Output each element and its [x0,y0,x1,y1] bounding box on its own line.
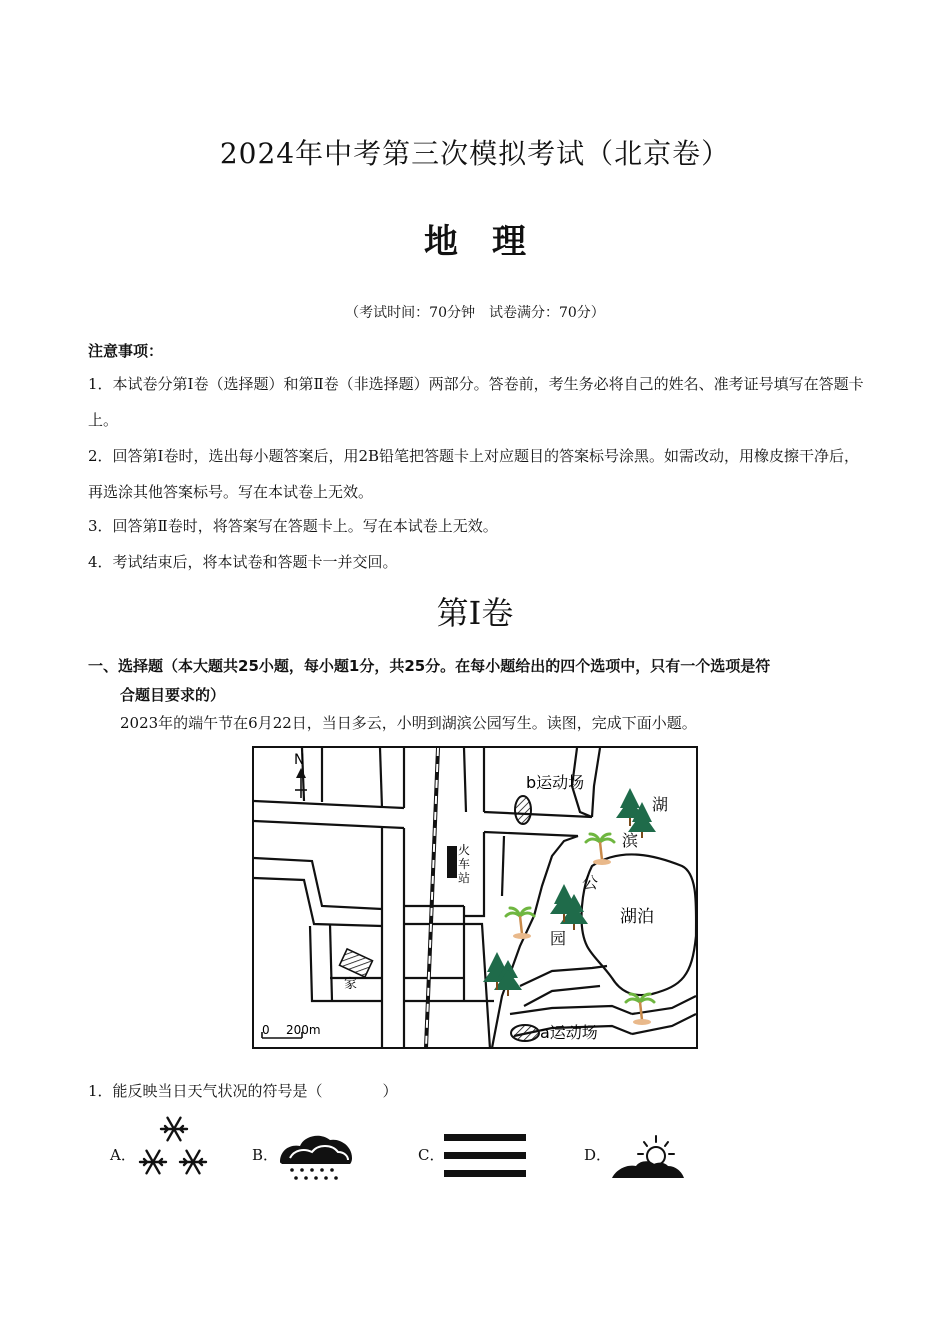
b-field-label: b运动场 [526,773,585,792]
option-d-label[interactable]: D． [584,1146,612,1164]
scale-distance: 200m [286,1023,321,1037]
park-map [252,746,698,1049]
home-label: 家 [344,977,358,992]
station-char-1: 火 [458,843,471,857]
b-field-shape [515,796,531,824]
section-line-2: 合题目要求的） [120,686,226,704]
fog-icon [444,1132,528,1182]
section-heading [88,652,868,710]
option-b-label[interactable]: B． [252,1146,279,1164]
exam-title: 2024年中考第三次模拟考试（北京卷） [219,137,731,170]
park-char-3: 公 [582,873,599,892]
note-item-1: 1．本试卷分第Ⅰ卷（选择题）和第Ⅱ卷（非选择题）两部分。答卷前，考生务必将自己的姓名、准考证号填写在答题卡上。 [88,375,864,429]
note-item-3: 3．回答第Ⅱ卷时，将答案写在答题卡上。写在本试卷上无效。 [88,517,498,535]
lake-label: 湖泊 [620,907,654,927]
station-char-3: 站 [458,871,471,885]
north-label: N [294,752,305,768]
partly-cloudy-icon [610,1134,686,1182]
rain-cloud-icon [276,1130,356,1182]
station-block [447,846,457,878]
heavy-snow-icon [134,1112,214,1182]
notes-title: 注意事项： [88,342,164,360]
option-c-label[interactable]: C． [418,1146,445,1164]
note-item-4: 4．考试结束后，将本试卷和答题卡一并交回。 [88,553,398,571]
question-1-stem: 1．能反映当日天气状况的符号是（ ） [88,1082,398,1100]
scale-zero: 0 [262,1023,270,1037]
volume-heading: 第Ⅰ卷 [436,594,514,632]
station-char-2: 车 [458,857,471,871]
section-line-1: 一、选择题（本大题共25小题，每小题1分，共25分。在每小题给出的四个选项中，只有一个选项是符 [88,657,771,675]
park-char-2: 滨 [622,831,639,850]
park-char-1: 湖 [652,795,669,814]
option-a-label[interactable]: A． [110,1146,136,1164]
note-item-2: 2．回答第Ⅰ卷时，选出每小题答案后，用2B铅笔把答题卡上对应题目的答案标号涂黑。如需改动，用橡皮擦干净后，再选涂其他答案标号。写在本试卷上无效。 [88,447,860,501]
a-field-shape [511,1025,539,1041]
subject-title: 地理 [424,222,560,262]
park-char-4: 园 [550,929,567,948]
a-field-label: a运动场 [540,1023,598,1042]
question-intro: 2023年的端午节在6月22日，当日多云，小明到湖滨公园写生。读图，完成下面小题。 [120,714,697,732]
exam-info: （考试时间：70分钟 试卷满分：70分） [345,305,605,321]
